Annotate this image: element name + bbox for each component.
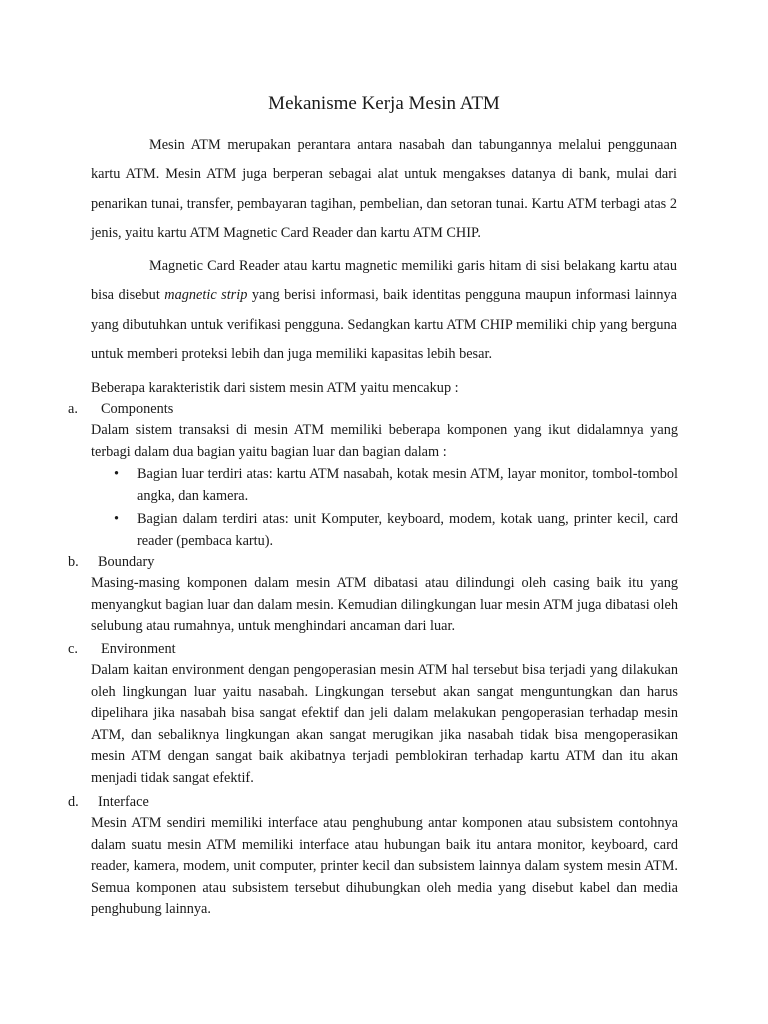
paragraph-intro xyxy=(91,131,677,248)
paragraph-text-before: Magnetic Card Reader atau kartu magnetic memiliki garis hitam di sisi belakang kartu atau bisa disebut xyxy=(91,258,677,304)
list-marker: a. xyxy=(68,401,78,417)
bullet-text: Bagian dalam terdiri atas: unit Komputer, keyboard, modem, kotak uang, printer kecil, card reader (pembaca kartu). xyxy=(137,511,678,549)
list-marker: d. xyxy=(68,794,79,810)
list-heading: Boundary xyxy=(98,554,155,570)
paragraph-text: Mesin ATM merupakan perantara antara nasabah dan tabungannya melalui penggunaan kartu ATM. Mesin ATM juga berperan sebagai alat untuk mengakses datanya di bank, mulai dari penarikan tunai, transfer, pembayaran tagihan, pembelian, dan setoran tunai. Kartu ATM terbagi atas 2 jenis, yaitu kartu ATM Magnetic Card Reader dan kartu ATM CHIP. xyxy=(91,137,677,241)
paragraph-emphasis: magnetic strip xyxy=(164,287,248,304)
list-body-boundary: Masing-masing komponen dalam mesin ATM dibatasi atau dilindungi oleh casing baik itu yang menyangkut bagian luar dan dalam mesin. Kemudian dilingkungan luar mesin ATM juga dibatasi oleh selubung atau rumahnya, untuk menghindari ancaman dari luar. xyxy=(91,575,678,635)
list-marker: b. xyxy=(68,554,79,570)
list-heading: Components xyxy=(101,401,174,417)
document-title: Mekanisme Kerja Mesin ATM xyxy=(268,93,500,114)
bullet-icon: • xyxy=(114,466,120,482)
list-heading: Interface xyxy=(98,794,149,810)
bullet-icon: • xyxy=(114,511,120,527)
list-body-environment: Dalam kaitan environment dengan pengoperasian mesin ATM hal tersebut bisa terjadi yang dilakukan oleh lingkungan luar yaitu nasabah. Lingkungan tersebut akan sangat menguntungkan dan harus dipelihara jika nasabah bisa sangat efektif dan jeli dalam melakukan pengoperasian terhadap mesin ATM, dan sebaliknya lingkungan akan sangat merugikan jika nasabah tidak bisa mengoperasikan mesin ATM dengan sangat baik akibatnya terjadi pemblokiran terhadap kartu ATM dan itu akan menjadi tidak sangat efektif. xyxy=(91,662,678,786)
paragraph-text-after: yang berisi informasi, baik identitas pengguna maupun informasi lainnya yang dibutuhkan untuk verifikasi pengguna. Sedangkan kartu ATM CHIP memiliki chip yang berguna untuk memberi proteksi lebih dan juga memiliki kapasitas lebih besar. xyxy=(91,287,678,362)
characteristics-intro: Beberapa karakteristik dari sistem mesin ATM yaitu mencakup : xyxy=(91,380,459,396)
paragraph-magnetic-card xyxy=(91,252,677,369)
list-heading: Environment xyxy=(101,641,176,657)
bullet-text: Bagian luar terdiri atas: kartu ATM nasabah, kotak mesin ATM, layar monitor, tombol-tombol angka, dan kamera. xyxy=(137,466,678,504)
list-body-components: Dalam sistem transaksi di mesin ATM memiliki beberapa komponen yang ikut didalamnya yang terbagi dalam dua bagian yaitu bagian luar dan bagian dalam : xyxy=(91,422,678,460)
list-body-interface: Mesin ATM sendiri memiliki interface atau penghubung antar komponen atau subsistem contohnya dalam suatu mesin ATM memiliki interface atau hubungan baik itu antara monitor, keyboard, card reader, kamera, modem, unit computer, printer kecil dan subsistem lainnya dalam system mesin ATM. Semua komponen atau subsistem tersebut dihubungkan oleh media yang disebut kabel dan media penghubung lainnya. xyxy=(91,815,678,918)
list-marker: c. xyxy=(68,641,78,657)
